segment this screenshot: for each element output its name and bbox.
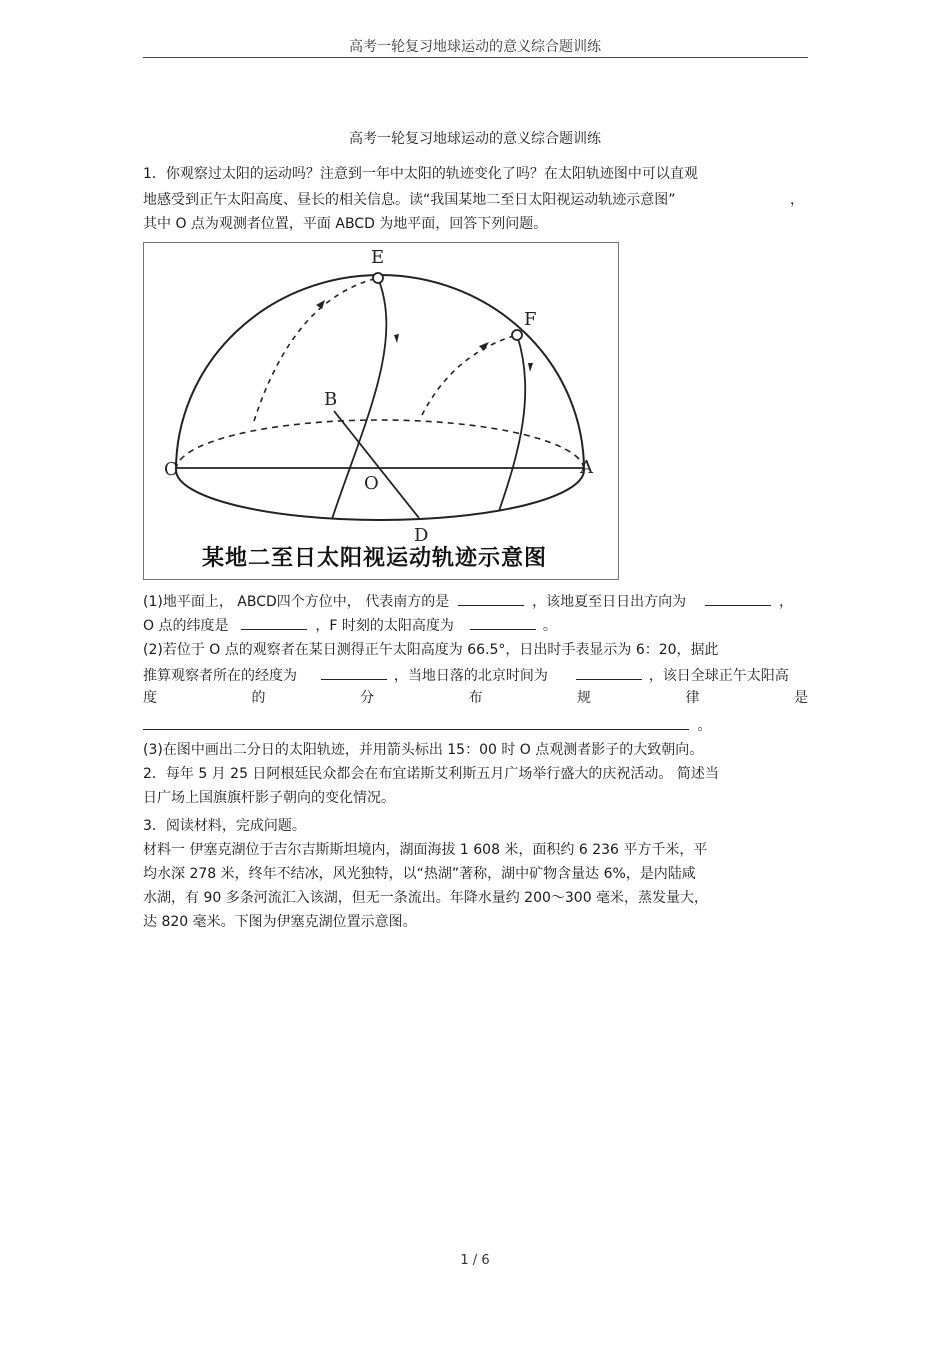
sub1-line-1 <box>143 590 793 612</box>
answer-blank-south[interactable] <box>458 590 524 606</box>
sub2-line-3 <box>143 688 808 708</box>
arrow-winter-rising <box>479 342 489 351</box>
figure-caption: 某地二至日太阳视运动轨迹示意图 <box>202 545 548 571</box>
arrow-summer-rising <box>316 300 325 309</box>
sub2-line-2 <box>143 664 789 686</box>
q2-line-2: 日广场上国旗旗杆影子朝向的变化情况。 <box>143 790 395 806</box>
line-bd <box>334 411 419 518</box>
sub1-text-c: ， <box>779 594 794 610</box>
label-a: A <box>580 457 593 478</box>
sub2-line-4 <box>143 714 711 736</box>
arrow-winter-setting <box>528 363 533 372</box>
spread-char: 是 <box>794 690 808 706</box>
sub1-text-a: (1)地平面上， ABCD四个方位中， 代表南方的是 <box>143 594 450 610</box>
point-f <box>512 330 522 340</box>
sub1-text-b: ，该地夏至日日出方向为 <box>532 594 687 610</box>
spread-char: 分 <box>360 690 374 706</box>
label-c: C <box>164 459 178 480</box>
sub1-line-2 <box>143 614 557 636</box>
q1-line-1: 1．你观察过太阳的运动吗？注意到一年中太阳的轨迹变化了吗？在太阳轨迹图中可以直观 <box>143 166 698 182</box>
header-divider <box>143 57 808 58</box>
q3-line-5: 达 820 毫米。下图为伊塞克湖位置示意图。 <box>143 914 417 930</box>
answer-blank-sunset-time[interactable] <box>576 664 642 680</box>
page-number: 1 / 6 <box>460 1253 490 1268</box>
point-e <box>373 273 383 283</box>
document-title: 高考一轮复习地球运动的意义综合题训练 <box>349 131 601 147</box>
answer-blank-sunrise-direction[interactable] <box>705 590 771 606</box>
spread-char: 的 <box>251 690 266 706</box>
sub1-text-d: O 点的纬度是 <box>143 618 229 634</box>
q2-line-1: 2．每年 5 月 25 日阿根廷民众都会在布宜诺斯艾利斯五月广场举行盛大的庆祝活动。 简述当 <box>143 766 719 782</box>
spread-char: 度 <box>143 690 157 706</box>
answer-blank-f-altitude[interactable] <box>470 614 536 630</box>
sub2-text-b: 推算观察者所在的经度为 <box>143 668 297 684</box>
q3-line-4: 水湖，有 90 多条河流汇入该湖，但无一条流出。年降水量约 200～300 毫米，蒸发量大， <box>143 890 709 906</box>
sun-path-diagram <box>144 243 618 579</box>
q1-line-2: 地感受到正午太阳高度、昼长的相关信息。读“我国某地二至日太阳视运动轨迹示意图” <box>143 192 676 208</box>
sub2-text-d: ，该日全球正午太阳高 <box>648 668 789 684</box>
spread-char: 规 <box>577 690 591 706</box>
spread-char: 律 <box>685 690 700 706</box>
sub2-line-1: (2)若位于 O 点的观察者在某日测得正午太阳高度为 66.5°，日出时手表显示为 6：20，据此 <box>143 642 719 658</box>
answer-blank-longitude[interactable] <box>321 664 387 680</box>
sub3-line: (3)在图中画出二分日的太阳轨迹，并用箭头标出 15：00 时 O 点观测者影子的大致朝向。 <box>143 742 704 758</box>
answer-blank-altitude-distribution[interactable] <box>143 714 689 730</box>
running-header: 高考一轮复习地球运动的意义综合题训练 <box>349 39 601 55</box>
sub1-text-e: ，F 时刻的太阳高度为 <box>315 618 454 634</box>
label-f: F <box>524 309 537 330</box>
answer-blank-latitude[interactable] <box>241 614 307 630</box>
label-b: B <box>324 389 338 410</box>
q1-line-2-comma: ， <box>790 192 804 208</box>
q3-line-1: 3．阅读材料，完成问题。 <box>143 818 306 834</box>
label-d: D <box>414 525 429 546</box>
winter-path-dashed <box>422 335 517 415</box>
q3-line-3: 均水深 278 米，终年不结冰，风光独特，以“热湖”著称，湖中矿物含量达 6%，是内陆咸 <box>143 866 696 882</box>
label-o: O <box>364 473 379 494</box>
sub2-text-c: ，当地日落的北京时间为 <box>393 668 548 684</box>
q1-line-3: 其中 O 点为观测者位置，平面 ABCD 为地平面，回答下列问题。 <box>143 216 548 232</box>
label-e: E <box>371 247 385 268</box>
sub1-text-f: 。 <box>542 618 557 634</box>
arrow-summer-setting <box>394 334 399 343</box>
winter-path-solid <box>499 335 525 511</box>
summer-path-dashed <box>254 278 378 421</box>
spread-char: 布 <box>468 690 483 706</box>
q3-line-2: 材料一 伊塞克湖位于吉尔吉斯斯坦境内，湖面海拔 1 608 米，面积约 6 236 平方千米，平 <box>143 842 708 858</box>
sub2-end-punct: 。 <box>697 718 712 734</box>
horizon-front <box>176 470 584 520</box>
sun-path-figure <box>143 242 619 580</box>
